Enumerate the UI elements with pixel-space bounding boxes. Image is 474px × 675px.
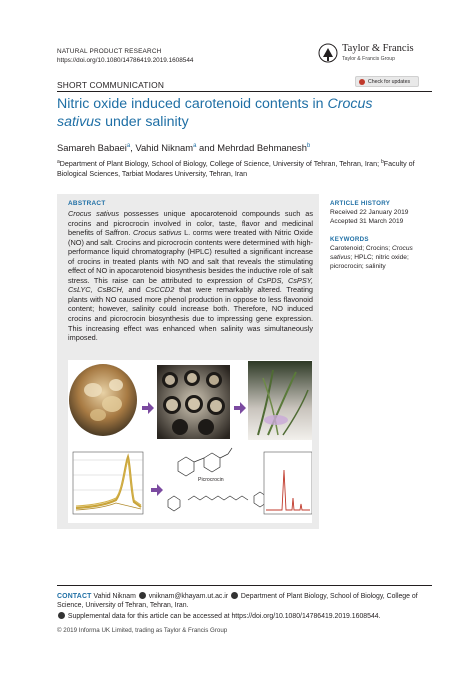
update-check-icon	[359, 79, 365, 85]
hplc-peak-chart	[264, 452, 312, 514]
hplc-chromatogram	[73, 452, 143, 514]
author-name[interactable]: Vahid Niknam	[135, 142, 194, 153]
supplemental-icon	[58, 612, 65, 619]
publisher-lamp-icon	[318, 42, 338, 64]
corms-photo	[68, 363, 138, 438]
keywords-heading: KEYWORDS	[330, 236, 369, 243]
doi-link[interactable]: https://doi.org/10.1080/14786419.2019.1608544	[57, 57, 194, 64]
plant-photo	[248, 361, 312, 440]
article-history-heading: ARTICLE HISTORY	[330, 200, 391, 207]
supplemental-note	[57, 612, 427, 621]
arrow-right-icon	[142, 402, 154, 414]
publisher-logo[interactable]	[318, 42, 428, 68]
author-name[interactable]: Samareh Babaei	[57, 142, 127, 153]
graphical-abstract	[68, 360, 312, 523]
picrocrocin-label: Picrocrocin	[198, 477, 224, 483]
journal-name: NATURAL PRODUCT RESEARCH	[57, 48, 162, 55]
affiliations: $^a$Department of Plant Biology, School of Biology, College of Science, University of Tehran, Tehran, Iran; $^b$Faculty of Biological Sciences, Tarbiat Modares University, Tehran, Iran	[57, 159, 415, 178]
supplemental-link[interactable]: Supplemental data for this article can be accessed at https://doi.org/10.1080/14786419.2019.1608544.	[67, 613, 381, 620]
arrow-right-icon	[151, 484, 163, 496]
accepted-date: Accepted 31 March 2019	[330, 218, 404, 225]
arrow-right-icon	[234, 402, 246, 414]
pots-photo	[157, 365, 230, 439]
received-date: Received 22 January 2019	[330, 209, 409, 216]
email-icon	[139, 592, 146, 599]
copyright: © 2019 Informa UK Limited, trading as Taylor & Francis Group	[57, 627, 228, 634]
section-divider	[57, 91, 432, 92]
keywords-list: Carotenoid; Crocins; Crocus sativus; HPLC; nitric oxide; picrocrocin; salinity	[330, 245, 413, 270]
article-type: SHORT COMMUNICATION	[57, 80, 165, 90]
author-name[interactable]: Mehrdad Behmanesh	[217, 142, 307, 153]
contact-info: CONTACT Vahid Niknam vniknam@khayam.ut.ac.ir Department of Plant Biology, School of Biology, College of Science, University of Tehran, Tehran, Iran.	[57, 593, 418, 610]
author-list: Samareh Babaei$^a$, Vahid Niknam$^a$ and Mehrdad Behmanesh$^b$	[57, 142, 311, 153]
publisher-group: Taylor & Francis Group	[342, 56, 396, 62]
footer-divider	[57, 585, 432, 586]
check-for-updates-button[interactable]	[355, 76, 419, 87]
abstract-heading: ABSTRACT	[68, 200, 106, 207]
article-title: Nitric oxide induced carotenoid contents in Crocus sativus under salinity	[57, 96, 373, 130]
contact-email-link[interactable]: vniknam@khayam.ut.ac.ir	[148, 593, 229, 600]
publisher-name: Taylor & Francis	[342, 43, 414, 54]
graphical-abstract-svg	[68, 360, 312, 523]
check-updates-label: Check for updates	[368, 79, 411, 85]
abstract-text: Crocus sativus possesses unique apocarotenoid compounds such as crocins and picrocrocin involved in color, taste, flavor and medicinal benefits of Saffron. Crocus sativus L. corms were treated with Nitric Oxide (NO) and salt. Crocins and picrocrocin contents were determined with high-performance liquid chromatography (HPLC) resulted a significant increase of crocins in treated plants with NO and salt that reveals the stimulating effect of NO in apocarotenoid biosynthesis besides the inductive role of salt stress. This raise can be attributed to expression of CsPDS, CsPSY, CsLYC, CsBCH, and CsCCD2 that were remarkably altered. Treating plants with NO caused more phenol production in oppose to less flavonoid content; however, salinity could increase both. Therefore, NO induced crocins and picrocrocin biosynthesis due to impressing gene expression. This increasing effect was enhanced when salinity was simultaneously imposed.	[68, 209, 313, 343]
location-icon	[231, 592, 238, 599]
